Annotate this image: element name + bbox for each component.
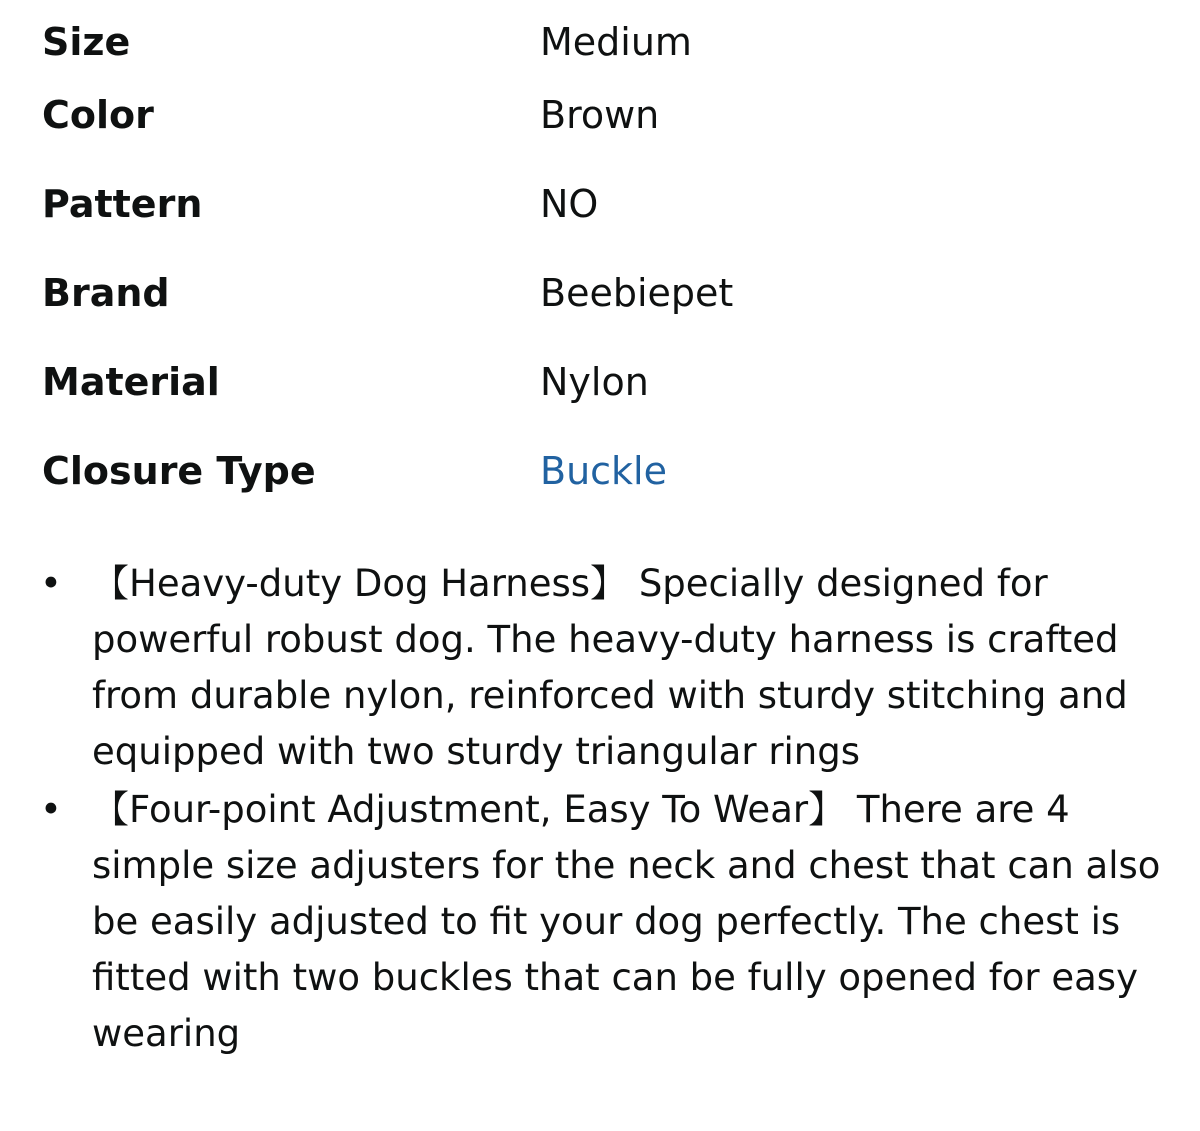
feature-bullet-list <box>40 556 1180 1064</box>
spec-value: Medium <box>540 20 692 64</box>
spec-row-brand <box>42 248 1162 337</box>
bullet-dot-icon: • <box>40 562 62 605</box>
spec-label: Closure Type <box>42 448 316 493</box>
feature-bullet <box>40 782 1180 1062</box>
product-specs-table <box>42 14 1162 515</box>
spec-label: Brand <box>42 270 170 315</box>
spec-row-material <box>42 337 1162 426</box>
feature-bullet <box>40 556 1180 780</box>
feature-bullet-text: 【Heavy-duty Dog Harness】 Specially designed for powerful robust dog. The heavy-duty harness is crafted from durable nylon, reinforced with sturdy stitching and equipped with two sturdy triangular rings <box>92 562 1128 773</box>
spec-label: Color <box>42 92 154 137</box>
closure-type-link[interactable]: Buckle <box>540 448 667 493</box>
spec-value: NO <box>540 181 599 226</box>
spec-row-color <box>42 70 1162 159</box>
bullet-dot-icon: • <box>40 788 62 831</box>
spec-row-size <box>42 14 1162 70</box>
spec-label: Pattern <box>42 181 203 226</box>
spec-value: Brown <box>540 92 660 137</box>
spec-row-pattern <box>42 159 1162 248</box>
spec-value: Nylon <box>540 359 649 404</box>
spec-row-closure-type <box>42 426 1162 515</box>
feature-bullet-text: 【Four-point Adjustment, Easy To Wear】 There are 4 simple size adjusters for the neck and chest that can also be easily adjusted to fit your dog perfectly. The chest is fitted with two buckles that can be fully opened for easy wearing <box>92 788 1161 1055</box>
spec-label: Material <box>42 359 220 404</box>
spec-value: Beebiepet <box>540 270 734 315</box>
spec-label: Size <box>42 20 131 64</box>
